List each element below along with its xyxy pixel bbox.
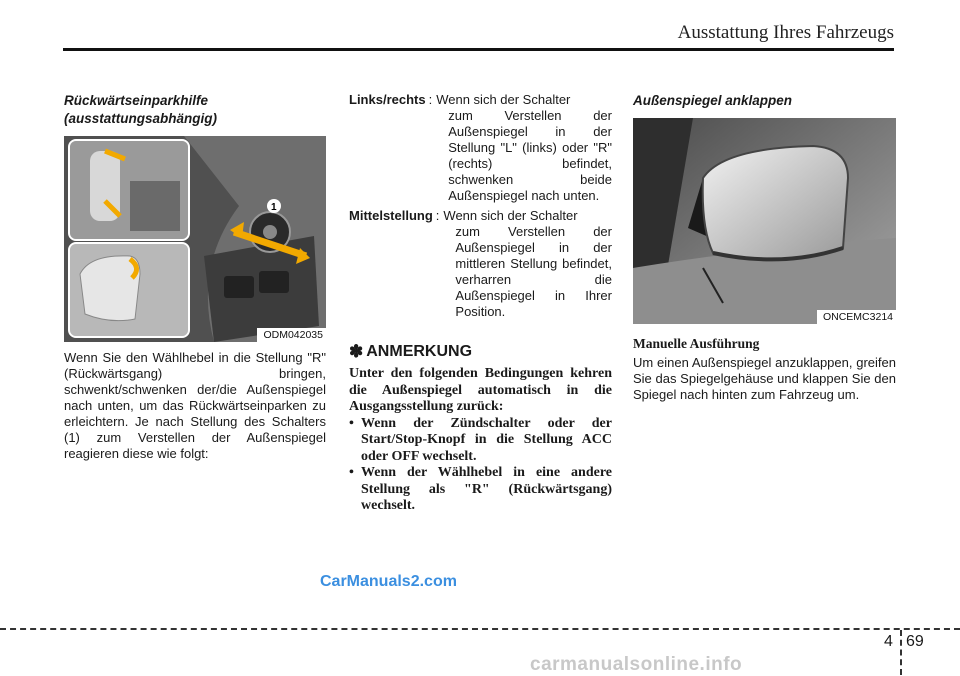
definition-colon: : [435,208,440,223]
gear-lever-illustration [70,141,188,239]
list-item: • Wenn der Wählhebel in eine andere Stellung als "R" (Rückwärtsgang) wechselt. [349,465,612,513]
site-watermark[interactable]: carmanualsonline.info [530,654,743,675]
note-title: ANMERKUNG [366,343,473,360]
page-number: 69 [906,633,924,650]
header-rule [63,48,894,51]
note-intro: Unter den folgenden Bedingungen kehren die Außenspiegel automatisch in die Ausgangsstellung zurück: [349,366,612,414]
figure-code: ODM042035 [257,328,326,342]
callout-number: 1 [271,202,277,213]
column-middle [349,92,612,515]
page-number-divider [900,630,902,675]
bullet-icon: • [349,465,354,480]
chapter-number: 4 [884,633,893,650]
figure-code: ONCEMC3214 [817,310,896,324]
inset-side-mirror [68,242,190,338]
definition-center [349,208,612,320]
paragraph-reverse-parking: Wenn Sie den Wählhebel in die Stellung "R" (Rückwärtsgang) bringen, schwenkt/schwenken der/die Außenspiegel nach unten, um das Rückwärtseinparken zu erleichtern. Je nach Stellung des Schalters (1) zum Verstellen der Außenspiegel reagieren diese wie folgt: [64,350,326,461]
definition-left-right [349,92,612,204]
folding-mirror-illustration [633,118,896,324]
running-header: Ausstattung Ihres Fahrzeugs [677,22,894,43]
watermark-link[interactable]: CarManuals2.com [320,573,457,590]
definition-term: Mittelstellung [349,208,433,223]
note-heading [349,342,612,362]
paragraph-fold-mirror: Um einen Außenspiegel anzuklappen, greifen Sie das Spiegelgehäuse und klappen Sie den Spiegel nach hinten zum Fahrzeug um. [633,355,896,402]
column-right [633,92,896,403]
side-mirror-illustration [70,244,188,336]
section-title-mirror-fold: Außenspiegel anklappen [633,93,793,108]
definition-colon: : [428,92,433,107]
note-list [349,416,612,515]
column-left [64,92,326,462]
inset-gear-lever [68,139,190,241]
list-item: • Wenn der Zündschalter oder der Start/Stop-Knopf in die Stellung ACC oder OFF wechselt. [349,415,612,464]
definition-term: Links/rechts [349,92,426,107]
subtitle-manual: Manuelle Ausführung [633,336,760,351]
asterisk-icon: ✽ [349,342,364,361]
figure-door-mirror-switch [64,136,326,342]
section-title-line1: Rückwärtseinparkhilfe [64,93,209,108]
section-title-reverse-parking [64,92,326,128]
footer-rule [0,628,960,630]
bullet-icon: • [349,415,354,431]
figure-side-mirror [633,118,896,324]
definition-description: Wenn sich der Schalter zum Verstellen der Außenspiegel in der Stellung "L" (links) oder "R" (rechts) befindet, schwenken beide Außenspiegel nach unten. [436,92,612,203]
definition-description: Wenn sich der Schalter zum Verstellen der Außenspiegel in der mittleren Stellung befindet, verharren die Außenspiegel in Ihrer Position. [443,208,612,319]
section-title-line2: (ausstattungsabhängig) [64,111,218,126]
